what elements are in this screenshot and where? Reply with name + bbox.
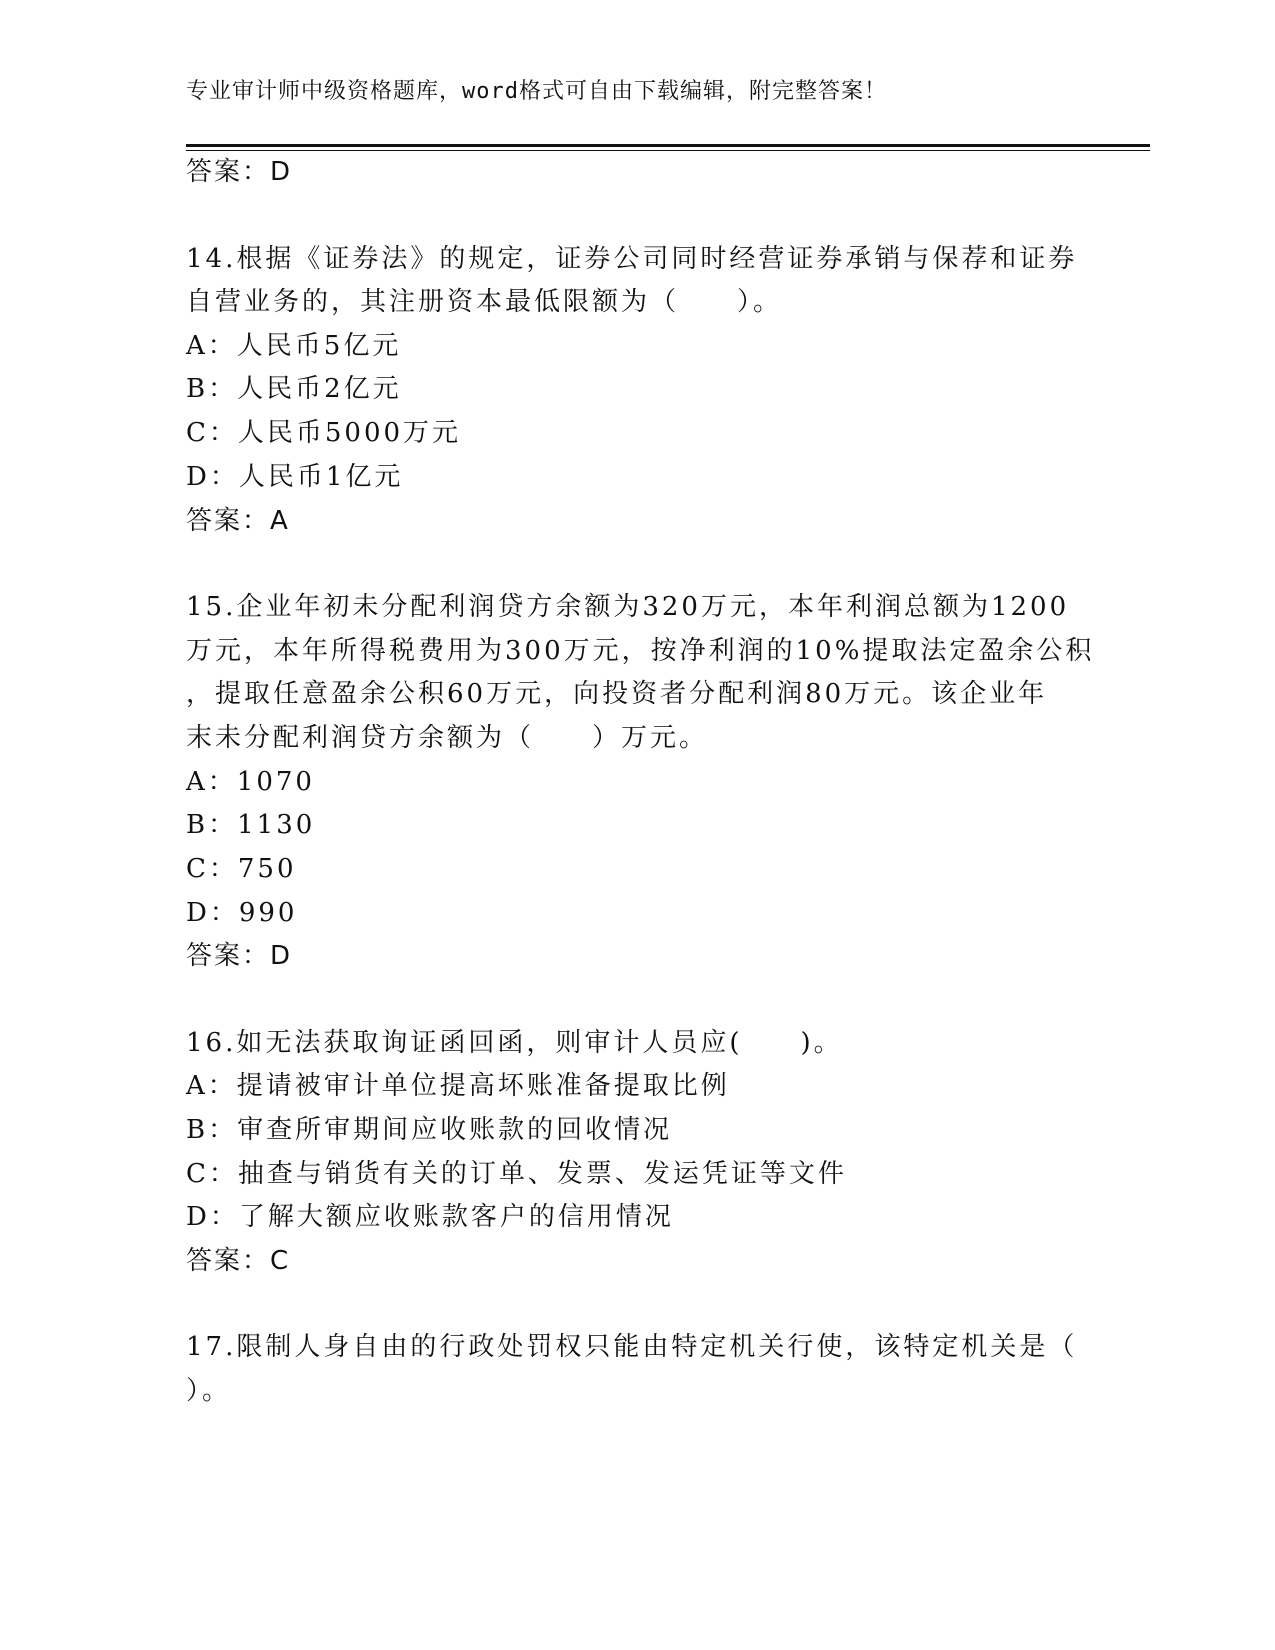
question-14-option-d: D：人民币1亿元 <box>186 462 404 492</box>
question-15-stem-line-2: 万元，本年所得税费用为300万元，按净利润的10%提取法定盈余公积 <box>186 636 1095 666</box>
question-16-answer: 答案：C <box>186 1246 291 1276</box>
question-15-option-b: B：1130 <box>186 810 316 840</box>
question-14-stem-line-1: 14.根据《证券法》的规定，证券公司同时经营证券承销与保荐和证券 <box>186 244 1078 274</box>
question-16-option-a: A：提请被审计单位提高坏账准备提取比例 <box>186 1071 730 1101</box>
header-divider <box>186 144 1150 147</box>
question-15-stem-line-1: 15.企业年初未分配利润贷方余额为320万元，本年利润总额为1200 <box>186 592 1070 622</box>
question-15-option-d: D：990 <box>186 898 298 928</box>
question-16-option-c: C：抽查与销货有关的订单、发票、发运凭证等文件 <box>186 1159 847 1189</box>
question-14-answer: 答案：A <box>186 506 290 536</box>
question-15-option-a: A：1070 <box>186 767 315 797</box>
question-17-stem-line-2: ）。 <box>186 1376 232 1406</box>
header-divider-thin <box>186 150 1150 151</box>
question-14-stem-line-2: 自营业务的，其注册资本最低限额为（ ）。 <box>186 287 783 317</box>
question-14-option-b: B：人民币2亿元 <box>186 374 402 404</box>
question-17-stem-line-1: 17.限制人身自由的行政处罚权只能由特定机关行使，该特定机关是（ <box>186 1332 1078 1362</box>
question-16-option-b: B：审查所审期间应收账款的回收情况 <box>186 1115 673 1145</box>
question-15-answer: 答案：D <box>186 941 293 971</box>
question-15-stem-line-3: ，提取任意盈余公积60万元，向投资者分配利润80万元。该企业年 <box>186 679 1048 709</box>
question-14-option-c: C：人民币5000万元 <box>186 418 462 448</box>
question-16-option-d: D：了解大额应收账款客户的信用情况 <box>186 1202 674 1232</box>
question-15-stem-line-4: 末未分配利润贷方余额为（ ）万元。 <box>186 723 709 753</box>
page-header: 专业审计师中级资格题库，word格式可自由下载编辑，附完整答案！ <box>186 79 887 104</box>
question-14-option-a: A：人民币5亿元 <box>186 331 402 361</box>
question-15-option-c: C：750 <box>186 854 297 884</box>
answer-13: 答案：D <box>186 157 293 187</box>
question-16-stem-line-1: 16.如无法获取询证函回函，则审计人员应( )。 <box>186 1028 843 1058</box>
